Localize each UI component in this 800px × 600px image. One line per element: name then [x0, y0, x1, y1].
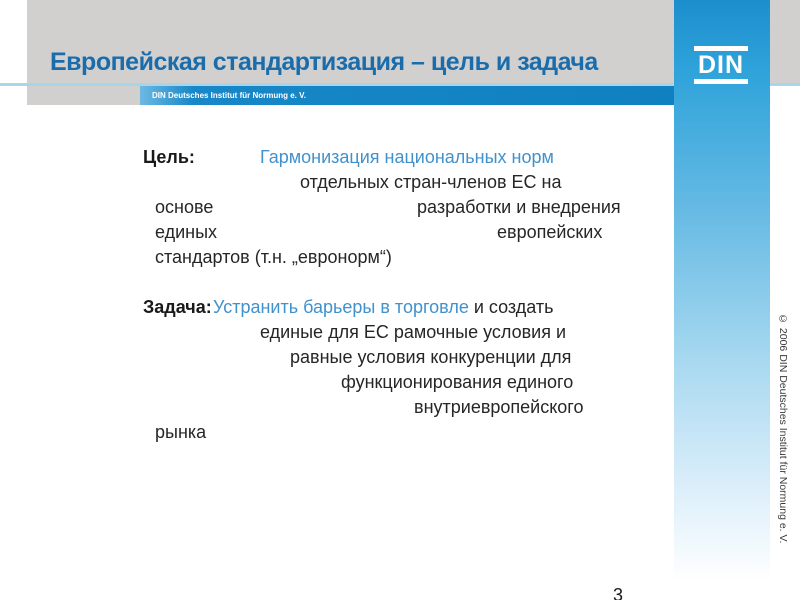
- task-line-3: равные условия конкуренции для: [290, 347, 572, 367]
- goal-highlight: Гармонизация национальных норм: [260, 147, 554, 167]
- copyright-vertical-text: © 2006 DIN Deutsches Institut für Normung e. V.: [777, 313, 789, 544]
- task-highlight: Устранить барьеры в торговле: [213, 297, 469, 317]
- slide-title: Европейская стандартизация – цель и задача: [50, 48, 598, 76]
- goal-line-4a: единых: [155, 222, 218, 242]
- goal-line-4b: европейских: [497, 222, 603, 242]
- task-line-6: рынка: [155, 422, 207, 442]
- task-line-5: внутриевропейского: [414, 397, 584, 417]
- task-line-1: [213, 296, 554, 318]
- right-gradient-bar: [674, 0, 770, 600]
- task-line-2: единые для ЕС рамочные условия и: [260, 322, 567, 342]
- goal-line-3b: разработки и внедрения: [417, 197, 621, 217]
- din-logo-text: DIN: [697, 51, 745, 79]
- task-label: Задача:: [143, 297, 212, 317]
- goal-line-3a: основе: [155, 197, 214, 217]
- goal-line-2: отдельных стран-членов ЕС на: [300, 172, 562, 192]
- task-line-4: функционирования единого: [341, 372, 574, 392]
- page-number: 3: [613, 585, 624, 600]
- din-subtitle-bar: [140, 86, 674, 105]
- goal-line-5: стандартов (т.н. „евронорм“): [155, 247, 392, 267]
- goal-label: Цель:: [143, 147, 195, 167]
- din-logo: [694, 46, 748, 84]
- din-subtitle-text: DIN Deutsches Institut für Normung e. V.: [152, 91, 306, 100]
- task-line-1b: и создать: [468, 297, 554, 317]
